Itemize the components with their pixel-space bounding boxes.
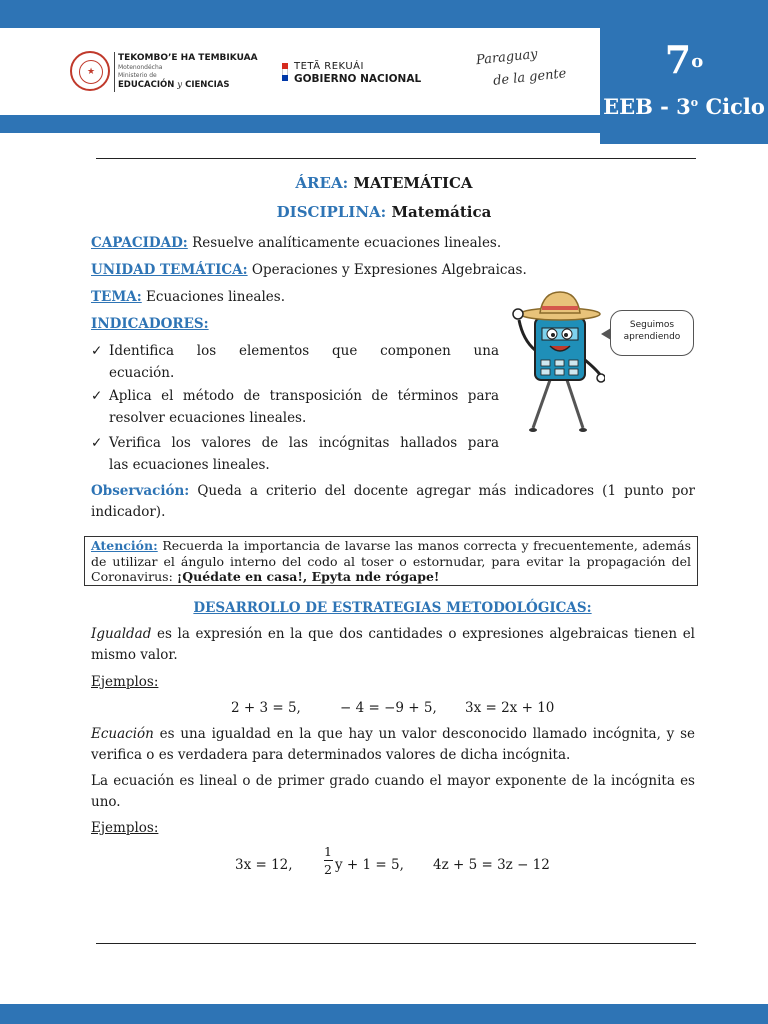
- unidad-row: UNIDAD TEMÁTICA: Operaciones y Expresiones Algebraicas.: [91, 262, 527, 278]
- government-name-guarani: TETÃ REKUÁI: [294, 61, 364, 72]
- fraction-bar: [324, 860, 333, 861]
- calculator-mascot-illustration: [505, 280, 605, 440]
- header-top-band: [0, 0, 768, 28]
- check-icon: ✓: [91, 388, 103, 404]
- fraction-denominator: 2: [324, 862, 332, 877]
- star-icon: ★: [86, 67, 96, 77]
- check-icon: ✓: [91, 343, 103, 359]
- bottom-divider: [96, 943, 696, 944]
- example-equation: 3x = 2x + 10: [465, 700, 555, 716]
- speech-bubble: Seguimos aprendiendo: [610, 310, 694, 356]
- observacion-paragraph: Observación: Queda a criterio del docente agregar más indicadores (1 punto por indicador).: [91, 483, 695, 520]
- check-icon: ✓: [91, 435, 103, 451]
- ecuacion-definition: Ecuación es una igualdad en la que hay un valor desconocido llamado incógnita, y se verifica o es verdadera para determinados valores de dicha incógnita.: [91, 726, 695, 763]
- capacidad-row: CAPACIDAD: Resuelve analíticamente ecuaciones lineales.: [91, 235, 502, 251]
- ministry-name-guarani: TEKOMBO’E HA TEMBIKUAA: [118, 53, 258, 63]
- linear-equation-example: 3x = 12,: [235, 857, 293, 873]
- example-equation: 2 + 3 = 5,: [231, 700, 301, 716]
- ministry-subtitle: Ministerio de: [118, 72, 157, 79]
- indicator-item: ✓ Identifica los elementos que componen una ecuación.: [91, 340, 499, 384]
- ministry-name: EDUCACIÓN y CIENCIAS: [118, 80, 230, 90]
- ejemplos-label-2: Ejemplos:: [91, 820, 159, 836]
- ministry-subtitle-guarani: Motenondécha: [118, 64, 163, 71]
- example-equation: − 4 = −9 + 5,: [340, 700, 437, 716]
- flag-icon: [282, 63, 288, 81]
- igualdad-definition: Igualdad es la expresión en la que dos cantidades o expresiones algebraicas tienen el mismo valor.: [91, 626, 695, 663]
- grade-cycle: EEB - 3$^o$ Ciclo: [603, 94, 765, 119]
- grade-badge: [600, 28, 768, 144]
- top-divider: [96, 158, 696, 159]
- slogan-line-2: de la gente: [492, 66, 568, 89]
- grade-number: 7$^o$: [664, 37, 704, 82]
- tema-row: TEMA: Ecuaciones lineales.: [91, 289, 286, 305]
- ministry-seal-logo: [70, 51, 110, 91]
- ejemplos-label-1: Ejemplos:: [91, 674, 159, 690]
- disciplina-heading: DISCIPLINA: Matemática: [276, 203, 492, 221]
- government-name: GOBIERNO NACIONAL: [294, 73, 422, 85]
- indicator-item: ✓ Aplica el método de transposición de términos para resolver ecuaciones lineales.: [91, 385, 499, 429]
- slogan-line-1: Paraguay: [475, 46, 539, 69]
- fraction-numerator: 1: [324, 844, 332, 859]
- linear-equation-example: y + 1 = 5,: [335, 857, 404, 873]
- area-heading: ÁREA: MATEMÁTICA: [295, 174, 473, 192]
- desarrollo-heading: DESARROLLO DE ESTRATEGIAS METODOLÓGICAS:: [193, 600, 592, 616]
- indicator-item: ✓ Verifica los valores de las incógnitas hallados para las ecuaciones lineales.: [91, 432, 499, 476]
- footer-band: [0, 1004, 768, 1024]
- linear-equation-example: 4z + 5 = 3z − 12: [433, 857, 550, 873]
- atencion-box: Atención: Recuerda la importancia de lavarse las manos correcta y frecuentemente, además de utilizar el ángulo interno del codo al toser o estornudar, para evitar la propagación del Coronavirus: ¡Quédate en casa!, Epyta nde rógape!: [84, 536, 698, 586]
- lineal-definition: La ecuación es lineal o de primer grado cuando el mayor exponente de la incógnita es uno.: [91, 773, 695, 810]
- logo-divider: [114, 52, 115, 92]
- indicadores-label: INDICADORES:: [91, 316, 209, 332]
